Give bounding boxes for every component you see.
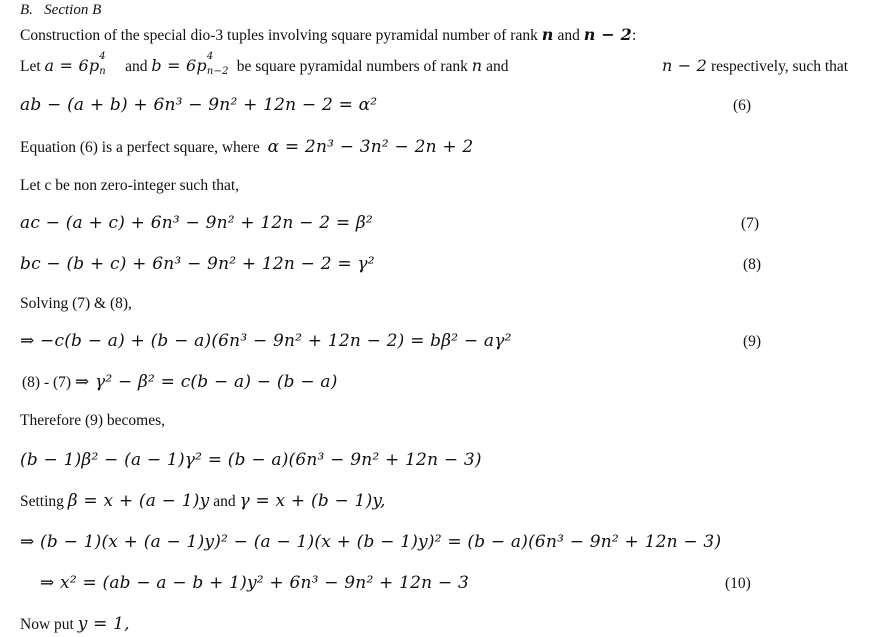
equation-10-number: (10) bbox=[725, 575, 751, 592]
a-definition bbox=[44, 51, 122, 77]
let-n2: n − 2 bbox=[662, 56, 708, 75]
a-sup: 4 bbox=[99, 51, 106, 62]
setting-and: and bbox=[213, 493, 236, 510]
b-definition bbox=[151, 51, 232, 77]
and-1: and bbox=[125, 58, 148, 75]
b-sup: 4 bbox=[206, 51, 214, 62]
setting-text: Setting bbox=[20, 493, 64, 510]
perfect-text: Equation (6) is a perfect square, where bbox=[20, 139, 260, 156]
equation-8-number: (8) bbox=[743, 256, 762, 273]
intro-line bbox=[20, 25, 636, 45]
equation-transformed: (b − 1)β² − (a − 1)γ² = (b − a)(6n³ − 9n² + 12n − 3) bbox=[20, 450, 482, 470]
beta-substitution: β = x + (a − 1)y bbox=[67, 491, 210, 511]
let-resp: respectively, such that bbox=[710, 58, 849, 75]
let-c-line: Let c be non zero-integer such that, bbox=[20, 177, 240, 194]
equation-8: bc − (b + c) + 6n³ − 9n² + 12n − 2 = γ² bbox=[20, 254, 375, 274]
equation-6: ab − (a + b) + 6n³ − 9n² + 12n − 2 = α² bbox=[20, 95, 378, 115]
equation-10: ⇒ x² = (ab − a − b + 1)y² + 6n³ − 9n² + 12n − 3 bbox=[40, 573, 469, 593]
let-tail bbox=[662, 56, 848, 76]
intro-n2: n − 2 bbox=[583, 25, 633, 44]
now-put-line bbox=[20, 614, 130, 634]
equation-9-number: (9) bbox=[743, 333, 762, 350]
let-word: Let bbox=[20, 58, 41, 75]
b-eq: b = 6p bbox=[151, 56, 207, 75]
section-title: Section B bbox=[44, 2, 102, 18]
a-sub: n bbox=[99, 66, 106, 77]
perfect-square-line bbox=[20, 137, 473, 157]
b-scripts bbox=[206, 51, 233, 77]
equation-7: ac − (a + c) + 6n³ − 9n² + 12n − 2 = β² bbox=[20, 213, 373, 233]
therefore-line: Therefore (9) becomes, bbox=[20, 412, 166, 429]
y-equals-1: y = 1, bbox=[77, 614, 130, 634]
let-rest: be square pyramidal numbers of rank bbox=[236, 58, 468, 75]
let-n: n bbox=[471, 56, 483, 75]
and-2: and bbox=[486, 58, 509, 75]
section-heading bbox=[20, 2, 101, 19]
b-sub: n−2 bbox=[206, 66, 229, 77]
intro-and: and bbox=[557, 27, 580, 44]
equation-7-number: (7) bbox=[741, 215, 760, 232]
a-eq: a = 6p bbox=[44, 56, 100, 75]
solving-line: Solving (7) & (8), bbox=[20, 295, 132, 312]
intro-colon: : bbox=[632, 27, 637, 44]
difference-line bbox=[22, 372, 338, 392]
now-put-text: Now put bbox=[20, 616, 74, 633]
difference-label: (8) - (7) bbox=[22, 374, 72, 391]
equation-6-number: (6) bbox=[733, 97, 752, 114]
equation-9: ⇒ −c(b − a) + (b − a)(6n³ − 9n² + 12n − 2) = bβ² − aγ² bbox=[20, 331, 512, 351]
equation-substituted: ⇒ (b − 1)(x + (a − 1)y)² − (a − 1)(x + (b − 1)y)² = (b − a)(6n³ − 9n² + 12n − 3) bbox=[20, 532, 722, 552]
let-line bbox=[20, 51, 866, 77]
alpha-expr: α = 2n³ − 3n² − 2n + 2 bbox=[267, 137, 474, 157]
section-label: B. bbox=[20, 2, 33, 18]
a-scripts bbox=[99, 51, 121, 77]
difference-expr: ⇒ γ² − β² = c(b − a) − (b − a) bbox=[74, 372, 338, 392]
intro-text: Construction of the special dio-3 tuples involving square pyramidal number of rank bbox=[20, 27, 538, 44]
intro-n: n bbox=[541, 25, 554, 44]
gamma-substitution: γ = x + (b − 1)y, bbox=[239, 491, 386, 511]
setting-line bbox=[20, 491, 386, 511]
